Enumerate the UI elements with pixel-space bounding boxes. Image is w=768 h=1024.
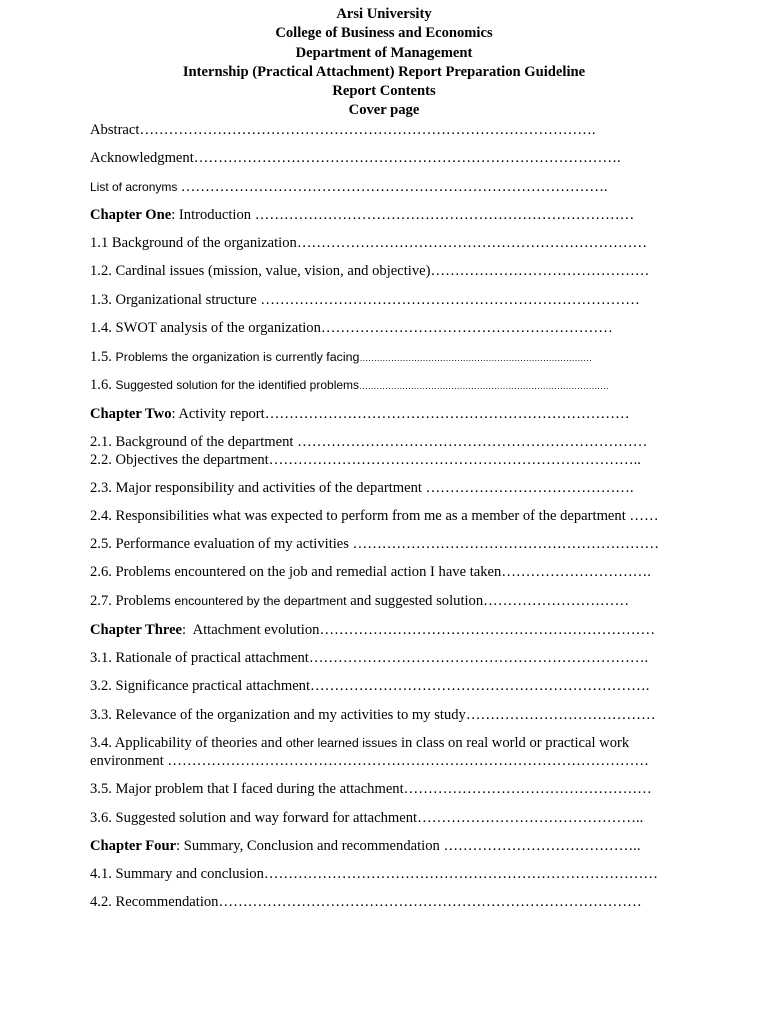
toc-entry-text: 3.3. Relevance of the organization and my activities to my study [90,707,466,723]
toc-abstract [90,121,596,139]
toc-entry-number: 1.5. [90,349,116,365]
toc-entry-text: 3.1. Rationale of practical attachment [90,650,309,666]
toc-entry-text: 3.5. Major problem that I faced during the attachment [90,781,404,797]
chapter-label: Chapter One [90,207,172,223]
toc-dots: …………………………. [501,564,651,580]
toc-entry-text: 3.2. Significance practical attachment [90,678,311,694]
toc-item [90,809,643,827]
toc-entry-text: 2.4. Responsibilities what was expected to perform from me as a member of the department [90,508,630,524]
cover-page-heading: Cover page [348,102,420,119]
toc-item [90,893,642,911]
toc-dots: ……………………………………………………………… [297,434,648,450]
toc-entry-number: 1.6. [90,377,116,393]
toc-dots: ……………………………………………………………. [310,678,650,694]
toc-item [90,677,649,695]
toc-entry-text: Problems the organization is currently facing [115,350,360,364]
document-header [0,5,768,121]
toc-item [90,865,658,883]
toc-dots: ……………………………………….. [417,810,644,826]
toc-item [90,780,652,798]
toc-entry-text: 2.2. Objectives the department [90,452,269,468]
toc-dots: ……………………………………………………………………………………… [167,753,650,769]
toc-dots: ………………………………… [465,707,656,723]
toc-dots: ………………………… [483,593,630,609]
toc-dots: ……………………………………………………………………………. [180,179,608,195]
chapter-title: : Activity report [171,406,265,422]
toc-chapter-two [90,405,630,423]
toc-entry-text: 1.4. SWOT analysis of the organization [90,320,321,336]
toc-entry-text: 1.3. Organizational structure [90,292,261,308]
toc-entry-text: List of acronyms [90,180,181,194]
toc-entry-text: 3.4. Applicability of theories and [90,735,286,751]
report-contents-heading: Report Contents [332,83,436,100]
toc-dots: …………………………………………………………………………… [218,894,642,910]
chapter-label: Chapter Four [90,838,177,854]
toc-acknowledgment [90,149,621,167]
toc-entry-text: 1.1 Background of the organization [90,235,297,251]
toc-item [90,234,647,252]
toc-chapter-one [90,206,634,224]
toc-entry-text: Acknowledgment [90,150,194,166]
toc-item [90,348,592,367]
chapter-label: Chapter Two [90,406,172,422]
toc-entry-text: encountered by the department [174,594,347,608]
college-name: College of Business and Economics [275,25,493,42]
toc-item [90,433,647,451]
guideline-title: Internship (Practical Attachment) Report Preparation Guideline [182,63,586,80]
toc-dots: …………………………………………… [403,781,652,797]
chapter-label: Chapter Three [90,622,183,638]
toc-entry-text: other learned issues [285,736,398,750]
toc-acronyms [90,178,608,196]
toc-entry-text: 1.2. Cardinal issues (mission, value, vision, and objective) [90,263,431,279]
toc-item [90,262,649,280]
chapter-title: : Summary, Conclusion and recommendation [176,838,444,854]
toc-entry-text: 2.3. Major responsibility and activities of the department [90,480,426,496]
toc-chapter-four [90,837,640,855]
toc-dots: ……………………………………………………… [352,536,660,552]
toc-dots: …………………………………………………… [320,320,613,336]
toc-entry-text: 4.2. Recommendation [90,894,219,910]
toc-entry-text: and suggested solution [346,593,484,609]
toc-chapter-three [90,621,655,639]
chapter-title: : Attachment evolution [182,622,320,638]
toc-item [90,535,659,553]
toc-dots: ………………………………….. [443,838,641,854]
toc-dots: ……………………………………………………………………………. [193,150,621,166]
toc-dots: ……………………………………………………………………… [359,353,592,363]
toc-item [90,592,629,610]
toc-dots: ……………………………………. [425,480,634,496]
toc-item [90,319,613,337]
toc-item [90,451,641,469]
toc-entry-text: 2.7. Problems [90,593,175,609]
toc-item [90,376,608,395]
toc-dots: ………………………………………………………………….. [268,452,641,468]
toc-entry-text: Abstract [90,122,140,138]
toc-dots: …………………………………………………………………… [254,207,635,223]
toc-entry-text: 2.6. Problems encountered on the job and remedial action I have taken [90,564,502,580]
toc-item [90,507,659,525]
toc-dots: ……………………………………… [430,263,650,279]
toc-entry-text: 4.1. Summary and conclusion [90,866,264,882]
toc-item [90,479,634,497]
toc-dots: …………………………………………………………… [319,622,656,638]
toc-dots: …………………………………………………………………………………. [139,122,596,138]
toc-dots: …………………………………………………………………………… [359,381,609,391]
toc-dots: ……………………………………………………………. [308,650,649,666]
department-name: Department of Management [295,44,473,61]
toc-entry-text: 2.1. Background of the department [90,434,298,450]
toc-dots: ………………………………………………………………… [264,406,630,422]
toc-dots: ……………………………………………………………………… [263,866,658,882]
toc-item [90,734,670,770]
toc-item [90,291,640,309]
toc-entry-text: 3.6. Suggested solution and way forward for attachment [90,810,418,826]
toc-item [90,706,656,724]
toc-entry-text: in class on real world or practical work environment [90,735,630,769]
chapter-title: : Introduction [171,207,255,223]
toc-entry-text: 2.5. Performance evaluation of my activities [90,536,353,552]
toc-dots: …………………………………………………………………… [260,292,640,308]
toc-dots: …… [629,508,659,524]
toc-entry-text: Suggested solution for the identified problems [115,378,360,392]
toc-item [90,649,648,667]
toc-item [90,563,651,581]
toc-dots: ……………………………………………………………… [296,235,648,251]
university-name: Arsi University [336,6,432,22]
